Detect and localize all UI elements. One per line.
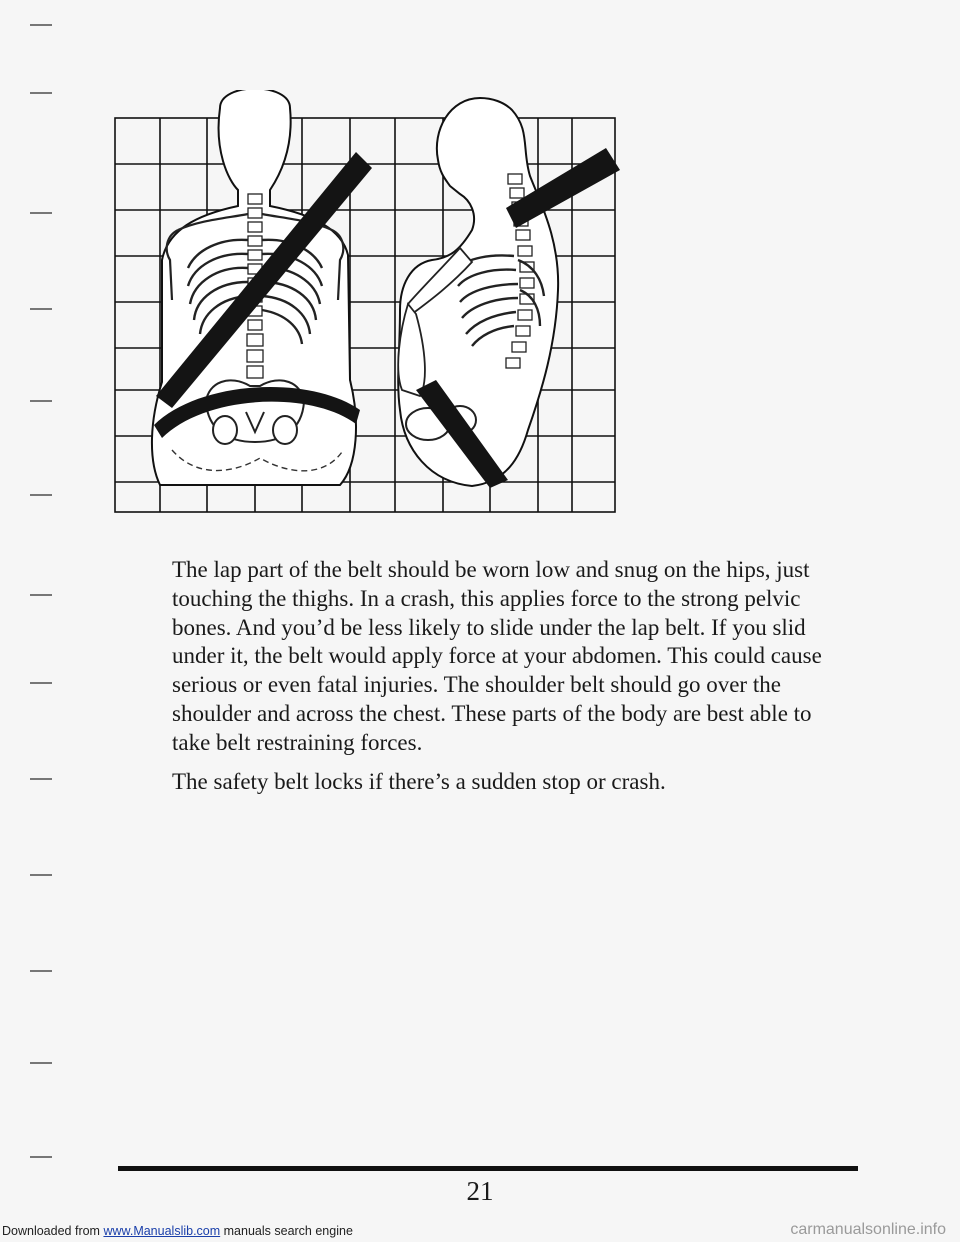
paragraph-lap-belt: The lap part of the belt should be worn low and snug on the hips, just touching the thighs. In a crash, this applies force to the strong pelvic bones. And you’d be less likely to slide under the lap belt. If you slid under it, the belt would apply force at your abdomen. This could cause serious or even fatal injuries. The shoulder belt should go over the shoulder and across the chest. These parts of the body are best able to take belt restraining forces. [172, 557, 822, 755]
watermark-suffix: manuals search engine [220, 1224, 353, 1238]
carmanuals-watermark: carmanualsonline.info [790, 1221, 946, 1238]
page-number: 21 [466, 1176, 494, 1206]
footer-rule [118, 1166, 858, 1171]
seatbelt-skeleton-illustration [110, 90, 620, 514]
skeleton-seatbelt-illustration-icon [110, 90, 620, 514]
download-watermark [2, 1224, 353, 1238]
margin-tick-marks [0, 0, 60, 1242]
main-content [172, 556, 822, 806]
manualslib-link[interactable]: www.Manualslib.com [103, 1224, 221, 1238]
watermark-prefix: Downloaded from [2, 1224, 104, 1238]
paragraph-belt-locks: The safety belt locks if there’s a sudden stop or crash. [172, 768, 666, 794]
